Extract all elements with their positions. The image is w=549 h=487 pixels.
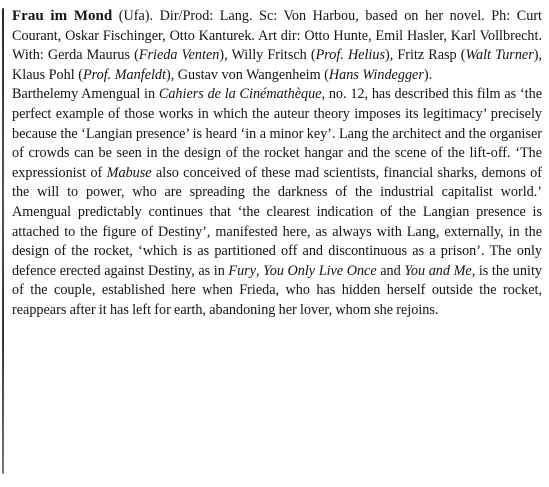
cast-role: Hans Windegger xyxy=(328,66,424,83)
essay-text: Barthelemy Amengual in xyxy=(12,86,159,103)
film-title: Frau im Mond xyxy=(12,8,113,24)
journal-title: Cahiers de la Cinémathèque xyxy=(158,86,322,103)
film-reference: You Only Live Once xyxy=(263,262,377,279)
essay-text: , no. 12, has described this film as ‘the perfect example of those works in which the auteur theory imposes its legitimacy’ precisely because the ‘Langian presence’ is heard ‘in a minor key’. Lang the architect and the organiser of crowds can be seen in the design of the rocket hangar and the scene of the lift-off. ‘The expressionist of xyxy=(12,86,542,181)
cast-paren-close: ). xyxy=(423,66,433,83)
credits-paragraph xyxy=(12,7,542,85)
essay-text: also conceived of these mad scientists, financial sharks, demons of the will to power, who are spreading the darkness of the industrial capitalist world.’ Amengual predictably continues that ‘the clearest indication of the Langian presence is attached to the figure of Destiny’, manifested here, as always with Lang, externally, in the design of the rocket, ‘which is as partitioned off and discontinuous as a prison’. The only defence erected against Destiny, as in xyxy=(12,164,542,279)
cast-paren-open: ( xyxy=(134,47,139,64)
credits-text: Dir/Prod: Lang. Sc: Von Harbou, based on her novel. Ph: Curt Courant, Oskar Fischinger, Otto Kanturek. Art dir: Otto Hunte, Emil Hasler, Karl Vollbrecht. With: xyxy=(12,8,542,64)
cast-role: Frieda Venten xyxy=(138,47,220,64)
filmography-entry xyxy=(12,7,542,321)
scan-edge-line xyxy=(2,8,4,474)
cast-paren-open: ( xyxy=(324,66,329,83)
cast-paren-close: ), xyxy=(384,47,398,64)
studio: (Ufa). xyxy=(112,8,160,24)
film-reference: Fury xyxy=(228,262,257,279)
cast-paren-open: ( xyxy=(78,66,83,83)
film-reference: Mabuse xyxy=(106,164,152,181)
cast-actor: Gerda Maurus xyxy=(47,47,130,64)
cast-role: Walt Turner xyxy=(465,47,534,64)
cast-role: Prof. Helius xyxy=(315,47,385,64)
essay-paragraph xyxy=(12,85,542,320)
cast-paren-open: ( xyxy=(310,47,316,64)
cast-paren-close: ), xyxy=(219,47,232,64)
cast-actor: Gustav von Wangenheim xyxy=(177,66,321,83)
cast-actor: Fritz Rasp xyxy=(397,47,457,64)
essay-text: and xyxy=(376,262,405,279)
cast-paren-open: ( xyxy=(460,47,466,64)
cast-paren-close: ), xyxy=(165,66,178,83)
entry-year xyxy=(0,7,12,27)
cast-role: Prof. Manfeldt xyxy=(82,66,166,83)
essay-text: , is the unity of the couple, established here when Frieda, who has hidden herself outside the rocket, reappears after it has left for earth, abandoning her lover, whom she rejoins. xyxy=(12,262,542,318)
cast-paren-close: ), xyxy=(533,47,543,64)
cast-actor: Klaus Pohl xyxy=(12,66,75,83)
cast-actor: Willy Fritsch xyxy=(231,47,307,64)
film-reference: You and Me xyxy=(404,262,472,279)
essay-text: , xyxy=(256,262,264,279)
